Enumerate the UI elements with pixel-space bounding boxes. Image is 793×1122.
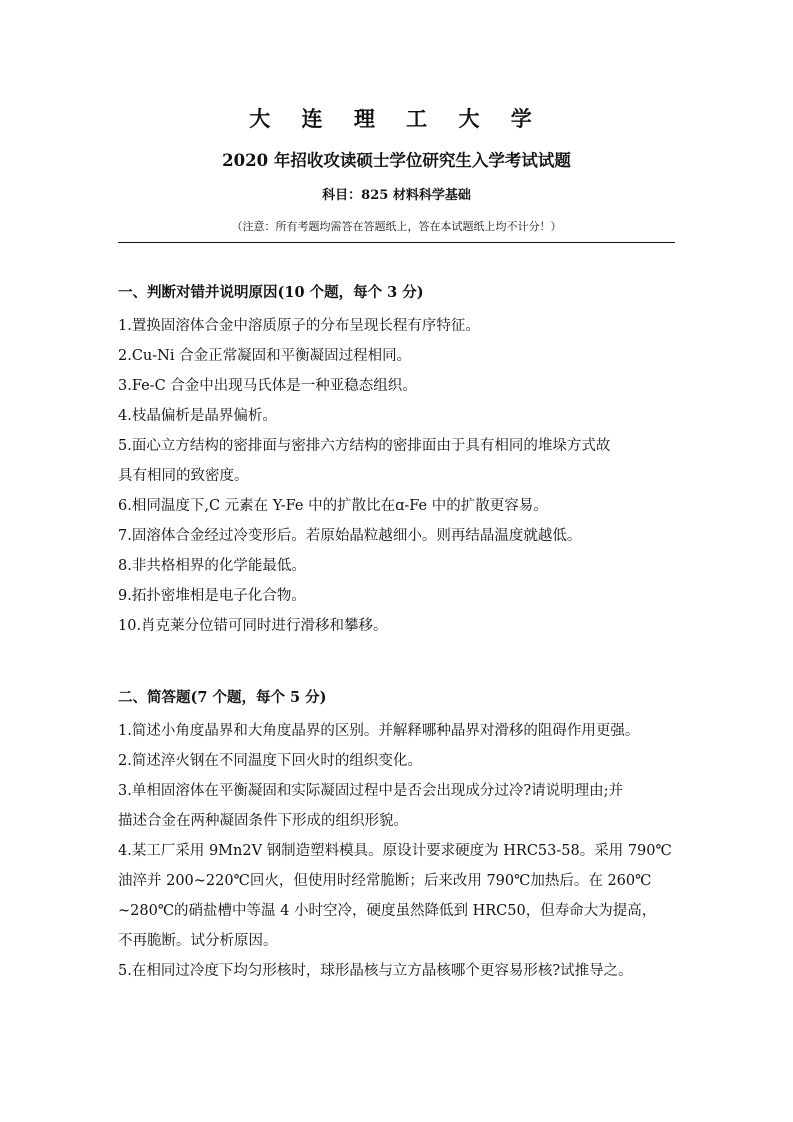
question-line: 8.非共格相界的化学能最低。 xyxy=(118,558,306,574)
question-line: 描述合金在两种凝固条件下形成的组织形貌。 xyxy=(118,813,408,829)
question-line: 4.某工厂采用 9Mn2V 钢制造塑料模具。原设计要求硬度为 HRC53-58。采用 790℃ xyxy=(118,843,672,859)
answer-notice: （注意：所有考题均需答在答题纸上，答在本试题纸上均不计分！） xyxy=(231,220,562,233)
question-line: 5.面心立方结构的密排面与密排六方结构的密排面由于具有相同的堆垛方式故 xyxy=(118,438,611,454)
question-line: 10.肖克莱分位错可同时进行滑移和攀移。 xyxy=(118,618,388,634)
question-line: 3.Fe-C 合金中出现马氏体是一种亚稳态组织。 xyxy=(118,378,417,394)
question-line: 5.在相同过冷度下均匀形核时，球形晶核与立方晶核哪个更容易形核?试推导之。 xyxy=(118,963,633,979)
question-line: 3.单相固溶体在平衡凝固和实际凝固过程中是否会出现成分过冷?请说明理由;并 xyxy=(118,783,623,799)
section-short-answer xyxy=(118,686,688,986)
university-name: 大 连 理 工 大 学 xyxy=(249,106,544,131)
question-line: 1.置换固溶体合金中溶质原子的分布呈现长程有序特征。 xyxy=(118,318,480,334)
question-line: 2.Cu-Ni 合金正常凝固和平衡凝固过程相同。 xyxy=(118,348,412,364)
header-divider xyxy=(118,242,675,243)
section-true-false xyxy=(118,281,688,641)
section-heading: 二、简答题(7 个题，每个 5 分) xyxy=(118,689,327,706)
subject-line: 科目：825 材料科学基础 xyxy=(322,188,471,203)
question-line: 9.拓扑密堆相是电子化合物。 xyxy=(118,588,306,604)
question-line: 具有相同的致密度。 xyxy=(118,468,249,484)
question-line: 2.简述淬火钢在不同温度下回火时的组织变化。 xyxy=(118,753,422,769)
exam-title: 2020 年招收攻读硕士学位研究生入学考试试题 xyxy=(222,151,571,170)
question-line: 7.固溶体合金经过冷变形后。若原始晶粒越细小。则再结晶温度就越低。 xyxy=(118,528,582,544)
question-line: 4.枝晶偏析是晶界偏析。 xyxy=(118,408,277,424)
question-line: 1.简述小角度晶界和大角度晶界的区别。并解释哪种晶界对滑移的阻碍作用更强。 xyxy=(118,723,640,739)
question-line: 油淬并 200~220℃回火，但使用时经常脆断；后来改用 790℃加热后。在 260℃ xyxy=(118,873,652,889)
section-heading: 一、判断对错并说明原因(10 个题，每个 3 分) xyxy=(118,284,424,301)
question-line: ~280℃的硝盐槽中等温 4 小时空冷，硬度虽然降低到 HRC50，但寿命大为提高， xyxy=(118,903,657,919)
question-line: 不再脆断。试分析原因。 xyxy=(118,933,278,949)
question-line: 6.相同温度下,C 元素在 Y-Fe 中的扩散比在ɑ-Fe 中的扩散更容易。 xyxy=(118,498,548,514)
